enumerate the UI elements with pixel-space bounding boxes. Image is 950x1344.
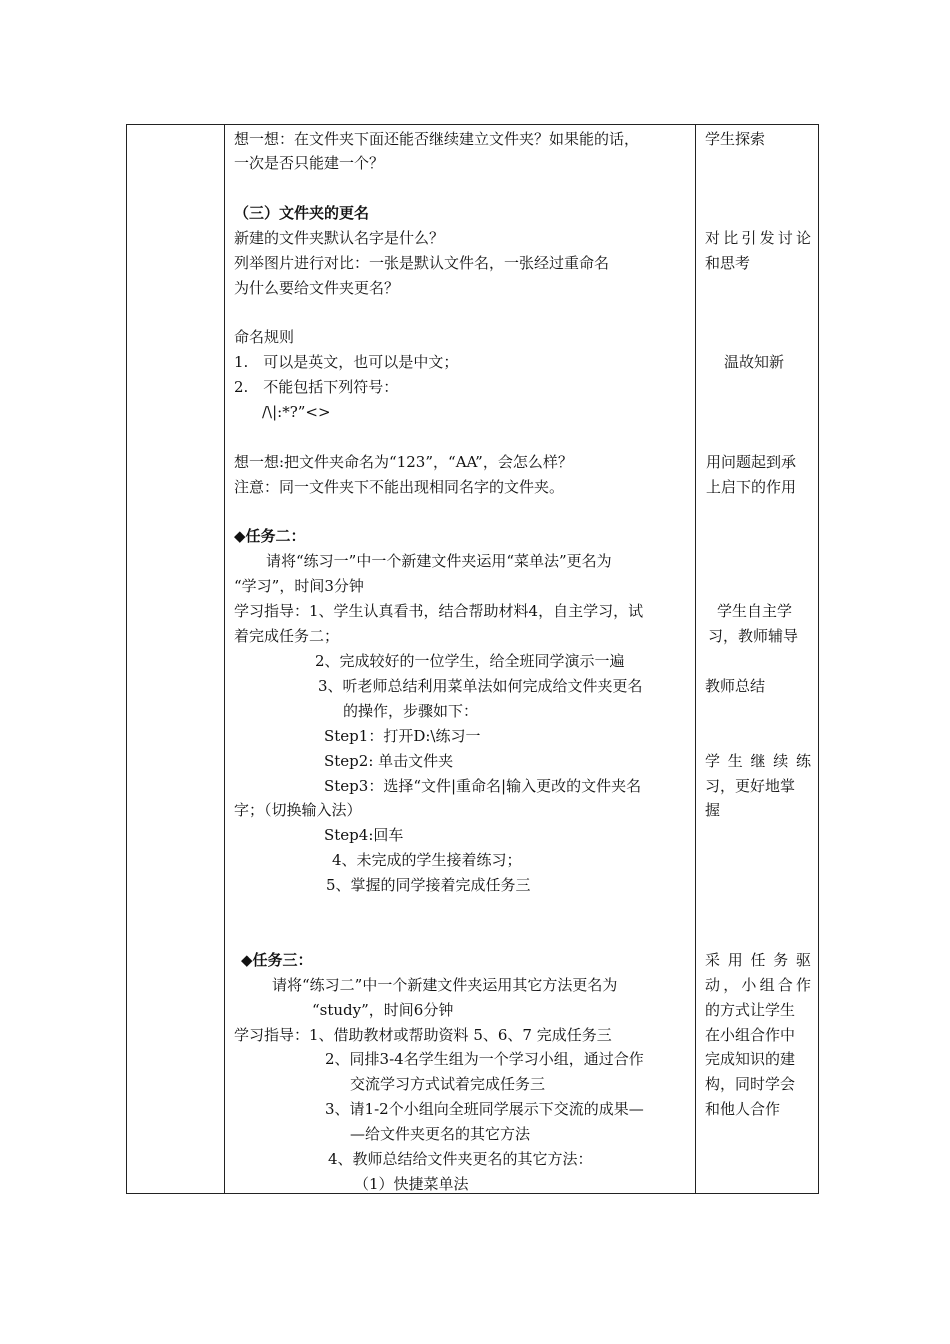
text-line: 5、掌握的同学接着完成任务三 [326,876,531,894]
note-line: 和思考 [705,254,751,272]
note-line: 完成知识的建 [705,1050,796,1068]
note-line: 习，教师辅导 [708,627,799,645]
text-line: 的操作，步骤如下： [343,702,479,720]
text-line: “study”，时间6分钟 [312,1001,454,1019]
symbols-line: /\|:*?”<> [262,403,331,421]
note-line: 握 [705,801,721,819]
task-heading: ◆任务二： [234,527,306,545]
list-item: 1. 可以是英文，也可以是中文； [234,353,459,371]
note-line: 和他人合作 [705,1100,781,1118]
text-line: 着完成任务二； [234,627,340,645]
note-line: 学生探索 [705,130,766,148]
note-line: 在小组合作中 [705,1026,796,1044]
text-line: 2、完成较好的一位学生，给全班同学演示一遍 [315,652,625,670]
text-line: 3、请1-2个小组向全班同学展示下交流的成果— [325,1100,644,1118]
note-line: 上启下的作用 [706,478,797,496]
note-line: 构，同时学会 [705,1075,796,1093]
text-line: 请将“练习一”中一个新建文件夹运用“菜单法”更名为 [266,552,612,570]
note-line: 教师总结 [705,677,766,695]
note-line: 温故知新 [724,353,785,371]
text-line: 4、教师总结给文件夹更名的其它方法： [328,1150,593,1168]
column-divider-1 [224,124,225,1194]
text-line: （1）快捷菜单法 [354,1175,469,1193]
text-line: “学习”，时间3分钟 [234,577,364,595]
section-heading: （三）文件夹的更名 [234,204,370,222]
step-line: Step2: 单击文件夹 [324,752,454,770]
list-item: 2. 不能包括下列符号： [234,378,399,396]
text-line: 想一想:把文件夹命名为“123”，“AA”，会怎么样？ [234,453,573,471]
note-line: 学生继续练 [705,752,811,770]
text-line: 命名规则 [234,328,295,346]
note-line: 用问题起到承 [706,453,797,471]
text-line: 一次是否只能建一个？ [234,154,385,172]
text-line: 请将“练习二”中一个新建文件夹运用其它方法更名为 [272,976,618,994]
step-line: Step4:回车 [324,826,404,844]
text-line: 新建的文件夹默认名字是什么？ [234,229,445,247]
note-line: 动，小组合作 [705,976,811,994]
text-line: 2、同排3-4名学生组为一个学习小组，通过合作 [325,1050,644,1068]
note-line: 采用任务驱 [705,951,811,969]
step-line: Step3：选择“文件|重命名|输入更改的文件夹名 [324,777,642,795]
text-line: —给文件夹更名的其它方法 [350,1125,531,1143]
text-line: 4、未完成的学生接着练习； [332,851,522,869]
note-line: 学生自主学 [717,602,793,620]
text-line: 列举图片进行对比：一张是默认文件名，一张经过重命名 [234,254,610,272]
note-line: 对比引发讨论 [705,229,811,247]
text-line: 注意：同一文件夹下不能出现相同名字的文件夹。 [234,478,565,496]
note-line: 习，更好地掌 [705,777,796,795]
column-divider-2 [695,124,696,1194]
text-line: 字；（切换输入法） [234,801,362,819]
task-heading: ◆任务三： [241,951,313,969]
text-line: 学习指导：1、学生认真看书，结合帮助材料4，自主学习，试 [234,602,644,620]
text-line: 3、听老师总结利用菜单法如何完成给文件夹更名 [318,677,643,695]
note-line: 的方式让学生 [705,1001,796,1019]
text-line: 学习指导：1、借助教材或帮助资料 5、6、7 完成任务三 [234,1026,612,1044]
text-line: 想一想：在文件夹下面还能否继续建立文件夹？如果能的话， [234,130,640,148]
step-line: Step1：打开D:\练习一 [324,727,481,745]
text-line: 交流学习方式试着完成任务三 [350,1075,546,1093]
text-line: 为什么要给文件夹更名？ [234,279,400,297]
